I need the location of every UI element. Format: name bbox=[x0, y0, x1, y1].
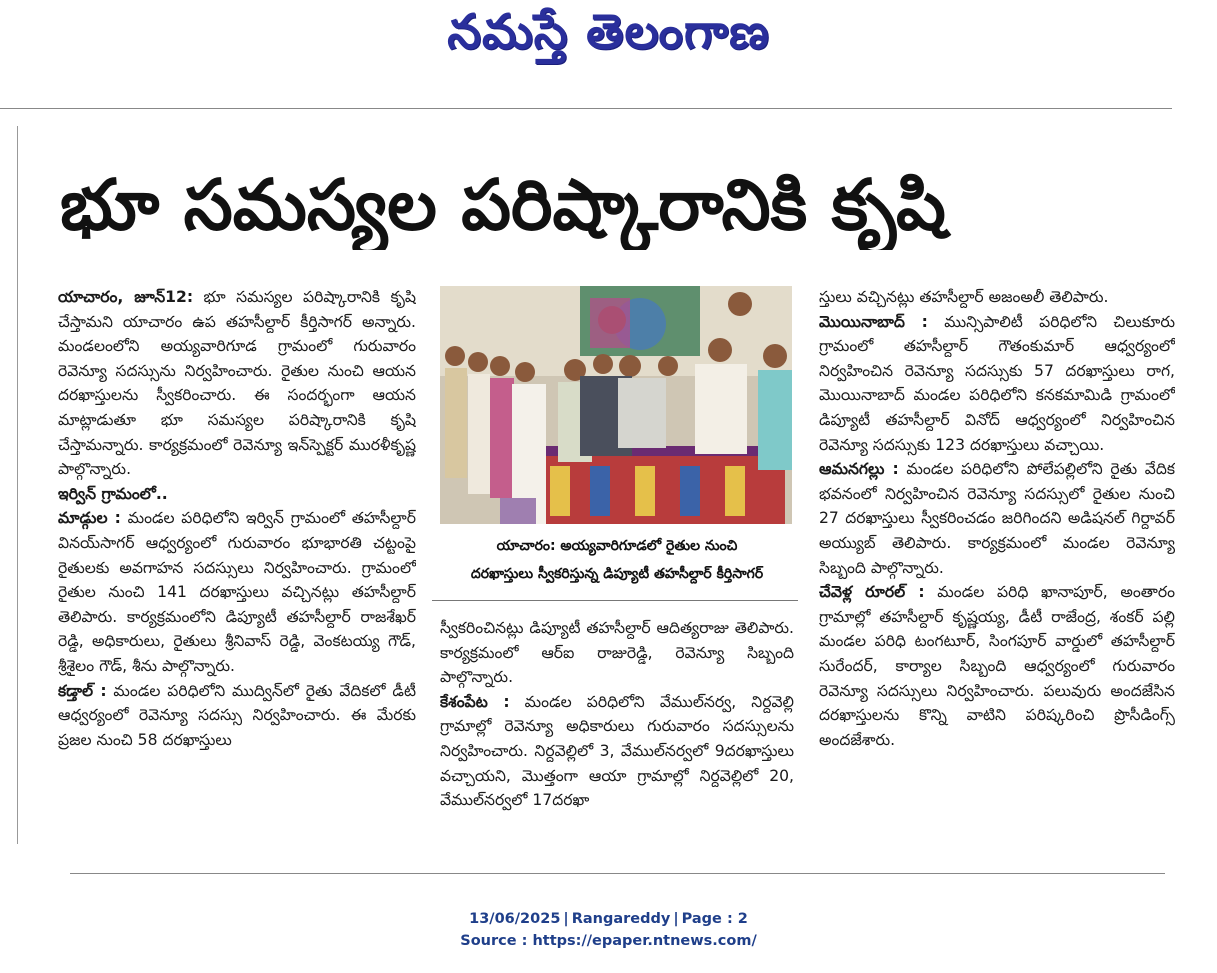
footer-source-label: Source : bbox=[460, 933, 533, 949]
paragraph bbox=[819, 580, 1175, 752]
paragraph-text: మండల పరిధిలోని ఇర్విన్ గ్రామంలో తహసీల్దార్ వినయ్‌సాగర్ ఆధ్వర్యంలో గురువారం భూభారతి చట్టంపై రైతులకు అవగాహన సదస్సులు నిర్వహించారు. గ్రామంలో రైతుల నుంచి 141 దరఖాస్తులు వచ్చినట్లు తహసీల్దార్ తెలిపారు. కార్యక్రమంలోని డిప్యూటీ తహసీల్దార్ రాజశేఖర్ రెడ్డి, అధికారులు, రైతులు శ్రీనివాస్ రెడ్డి, వెంకటయ్య గౌడ్, శ్రీశైలం గౌడ్, శీను పాల్గొన్నారు. bbox=[58, 509, 416, 675]
article-column-3 bbox=[819, 285, 1175, 845]
footer-edition: Rangareddy bbox=[571, 911, 671, 927]
footer-date: 13/06/2025 bbox=[469, 911, 561, 927]
dateline: మాడ్గుల : bbox=[58, 509, 121, 528]
newspaper-logo: నమస్తే తెలంగాణ bbox=[447, 4, 770, 60]
paragraph-text: మండల పరిధిలోని ముద్విన్‌లో రైతు వేదికలో డీటీ ఆధ్వర్యంలో రెవెన్యూ సదస్సు నిర్వహించారు. ఈ మేరకు ప్రజల నుంచి 58 దరఖాస్తులు bbox=[58, 681, 416, 749]
left-divider bbox=[17, 126, 18, 844]
footer-separator: | bbox=[563, 911, 569, 927]
footer-separator: | bbox=[673, 911, 679, 927]
dateline: కడ్తాల్ : bbox=[58, 681, 107, 700]
paragraph bbox=[58, 506, 416, 678]
article-column-1 bbox=[58, 285, 416, 845]
paragraph-text: మండల పరిధిలోని పోలేపల్లిలోని రైతు వేదిక భవనంలో నిర్వహించిన రెవెన్యూ సదస్సులో రైతుల నుంచి 27 దరఖాస్తులు స్వీకరించడం జరిగిందని అడిషనల్ గిర్దావర్ అయ్యుబ్ తెలిపారు. కార్యక్రమంలో మండల రెవెన్యూ సిబ్బంది పాల్గొన్నారు. bbox=[819, 460, 1175, 577]
footer-page: Page : 2 bbox=[681, 911, 748, 927]
paragraph-text: మండల పరిధి ఖానాపూర్, అంతారం గ్రామాల్లో తహసీల్దార్ కృష్ణయ్య, డీటీ రాజేంద్ర, శంకర్ పల్లి మండల పరిధి టంగటూర్, సింగపూర్ వార్డులో తహసీల్దార్ సురేందర్, కార్యాల సిబ్బంది ఆధ్వర్యంలో గురువారం రెవెన్యూ సదస్సులు నిర్వహించారు. పలువురు అందజేసిన దరఖాస్తులను కొన్ని వాటిని పరిష్కరించి ప్రొసీడింగ్స్ అందజేశారు. bbox=[819, 583, 1175, 749]
dateline: మొయినాబాద్ : bbox=[819, 312, 928, 331]
paragraph: స్వీకరించినట్లు డిప్యూటీ తహసీల్దార్ ఆదిత్యరాజు తెలిపారు. కార్యక్రమంలో ఆర్ఐ రాజురెడ్డి, రెవెన్యూ సిబ్బంది పాల్గొన్నారు. bbox=[440, 619, 794, 687]
paragraph bbox=[440, 690, 794, 813]
paragraph-text: మండల పరిధిలోని వేముల్‌నర్వ, నిర్దవెల్లి గ్రామాల్లో రెవెన్యూ అధికారులు గురువారం సదస్సులను నిర్వహించారు. నిర్దవెల్లిలో 3, వేముల్‌నర్వలో 9దరఖాస్తులు వచ్చాయని, మొత్తంగా ఆయా గ్రామాల్లో నిర్దవెల్లిలో 20, వేముల్‌నర్వలో 17దరఖా bbox=[440, 692, 794, 810]
dateline: యాచారం, జూన్12: bbox=[58, 288, 194, 306]
paragraph bbox=[58, 285, 416, 482]
dateline: చేవెళ్ల రూరల్ : bbox=[819, 583, 925, 602]
dateline: ఆమనగల్లు : bbox=[819, 460, 899, 479]
page-footer bbox=[0, 908, 1217, 952]
subheading: ఇర్విన్ గ్రామంలో.. bbox=[58, 484, 168, 503]
article-column-2 bbox=[440, 616, 794, 846]
masthead bbox=[0, 0, 1217, 70]
article-headline: భూ సమస్యల పరిష్కారానికి కృషి bbox=[60, 164, 946, 246]
footer-source-line bbox=[0, 930, 1217, 952]
caption-line-1: యాచారం: అయ్యవారిగూడలో రైతుల నుంచి bbox=[496, 538, 738, 554]
dateline: కేశంపేట : bbox=[440, 692, 510, 711]
footer-source-link[interactable]: https://epaper.ntnews.com/ bbox=[532, 933, 757, 949]
photo-caption bbox=[440, 532, 794, 592]
footer-meta-line bbox=[0, 908, 1217, 930]
paragraph bbox=[819, 457, 1175, 580]
caption-line-2: దరఖాస్తులు స్వీకరిస్తున్న డిప్యూటీ తహసీల్దార్ కీర్తిసాగర్ bbox=[470, 566, 764, 582]
paragraph-text: భూ సమస్యల పరిష్కారానికి కృషి చేస్తామని యాచారం ఉప తహసీల్దార్ కీర్తిసాగర్ అన్నారు. మండలంలోని అయ్యవారిగూడ గ్రామంలో గురువారం రెవెన్యూ సదస్సును నిర్వహించారు. రైతుల నుంచి ఆయన దరఖాస్తులను స్వీకరించారు. ఈ సందర్భంగా ఆయన మాట్లాడుతూ భూ సమస్యల పరిష్కారానికి కృషి చేస్తామన్నారు. కార్యక్రమంలో రెవెన్యూ ఇన్‌స్పెక్టర్ మురళీకృష్ణ పాల్గొన్నారు. bbox=[58, 288, 416, 479]
paragraph bbox=[819, 310, 1175, 458]
caption-divider bbox=[432, 600, 798, 601]
news-photo-image bbox=[440, 286, 792, 524]
news-photo bbox=[440, 286, 792, 524]
paragraph-text: మున్సిపాలిటీ పరిధిలోని చిలుకూరు గ్రామంలో తహసీల్దార్ గౌతంకుమార్ ఆధ్వర్యంలో నిర్వహించిన రెవెన్యూ సదస్సుకు 57 దరఖాస్తులు రాగ, మొయినాబాద్ మండల పరిధిలోని కనకమామిడి గ్రామంలో డిప్యూటీ తహసీల్దార్ వినోద్ ఆధ్వర్యంలో నిర్వహించిన రెవెన్యూ సదస్సుకు 123 దరఖాస్తులు వచ్చాయి. bbox=[819, 312, 1175, 454]
bottom-divider bbox=[70, 873, 1165, 874]
paragraph bbox=[58, 679, 416, 753]
paragraph: స్తులు వచ్చినట్లు తహసీల్దార్ అజంఅలీ తెలిపారు. bbox=[819, 288, 1109, 306]
top-divider bbox=[0, 108, 1172, 109]
